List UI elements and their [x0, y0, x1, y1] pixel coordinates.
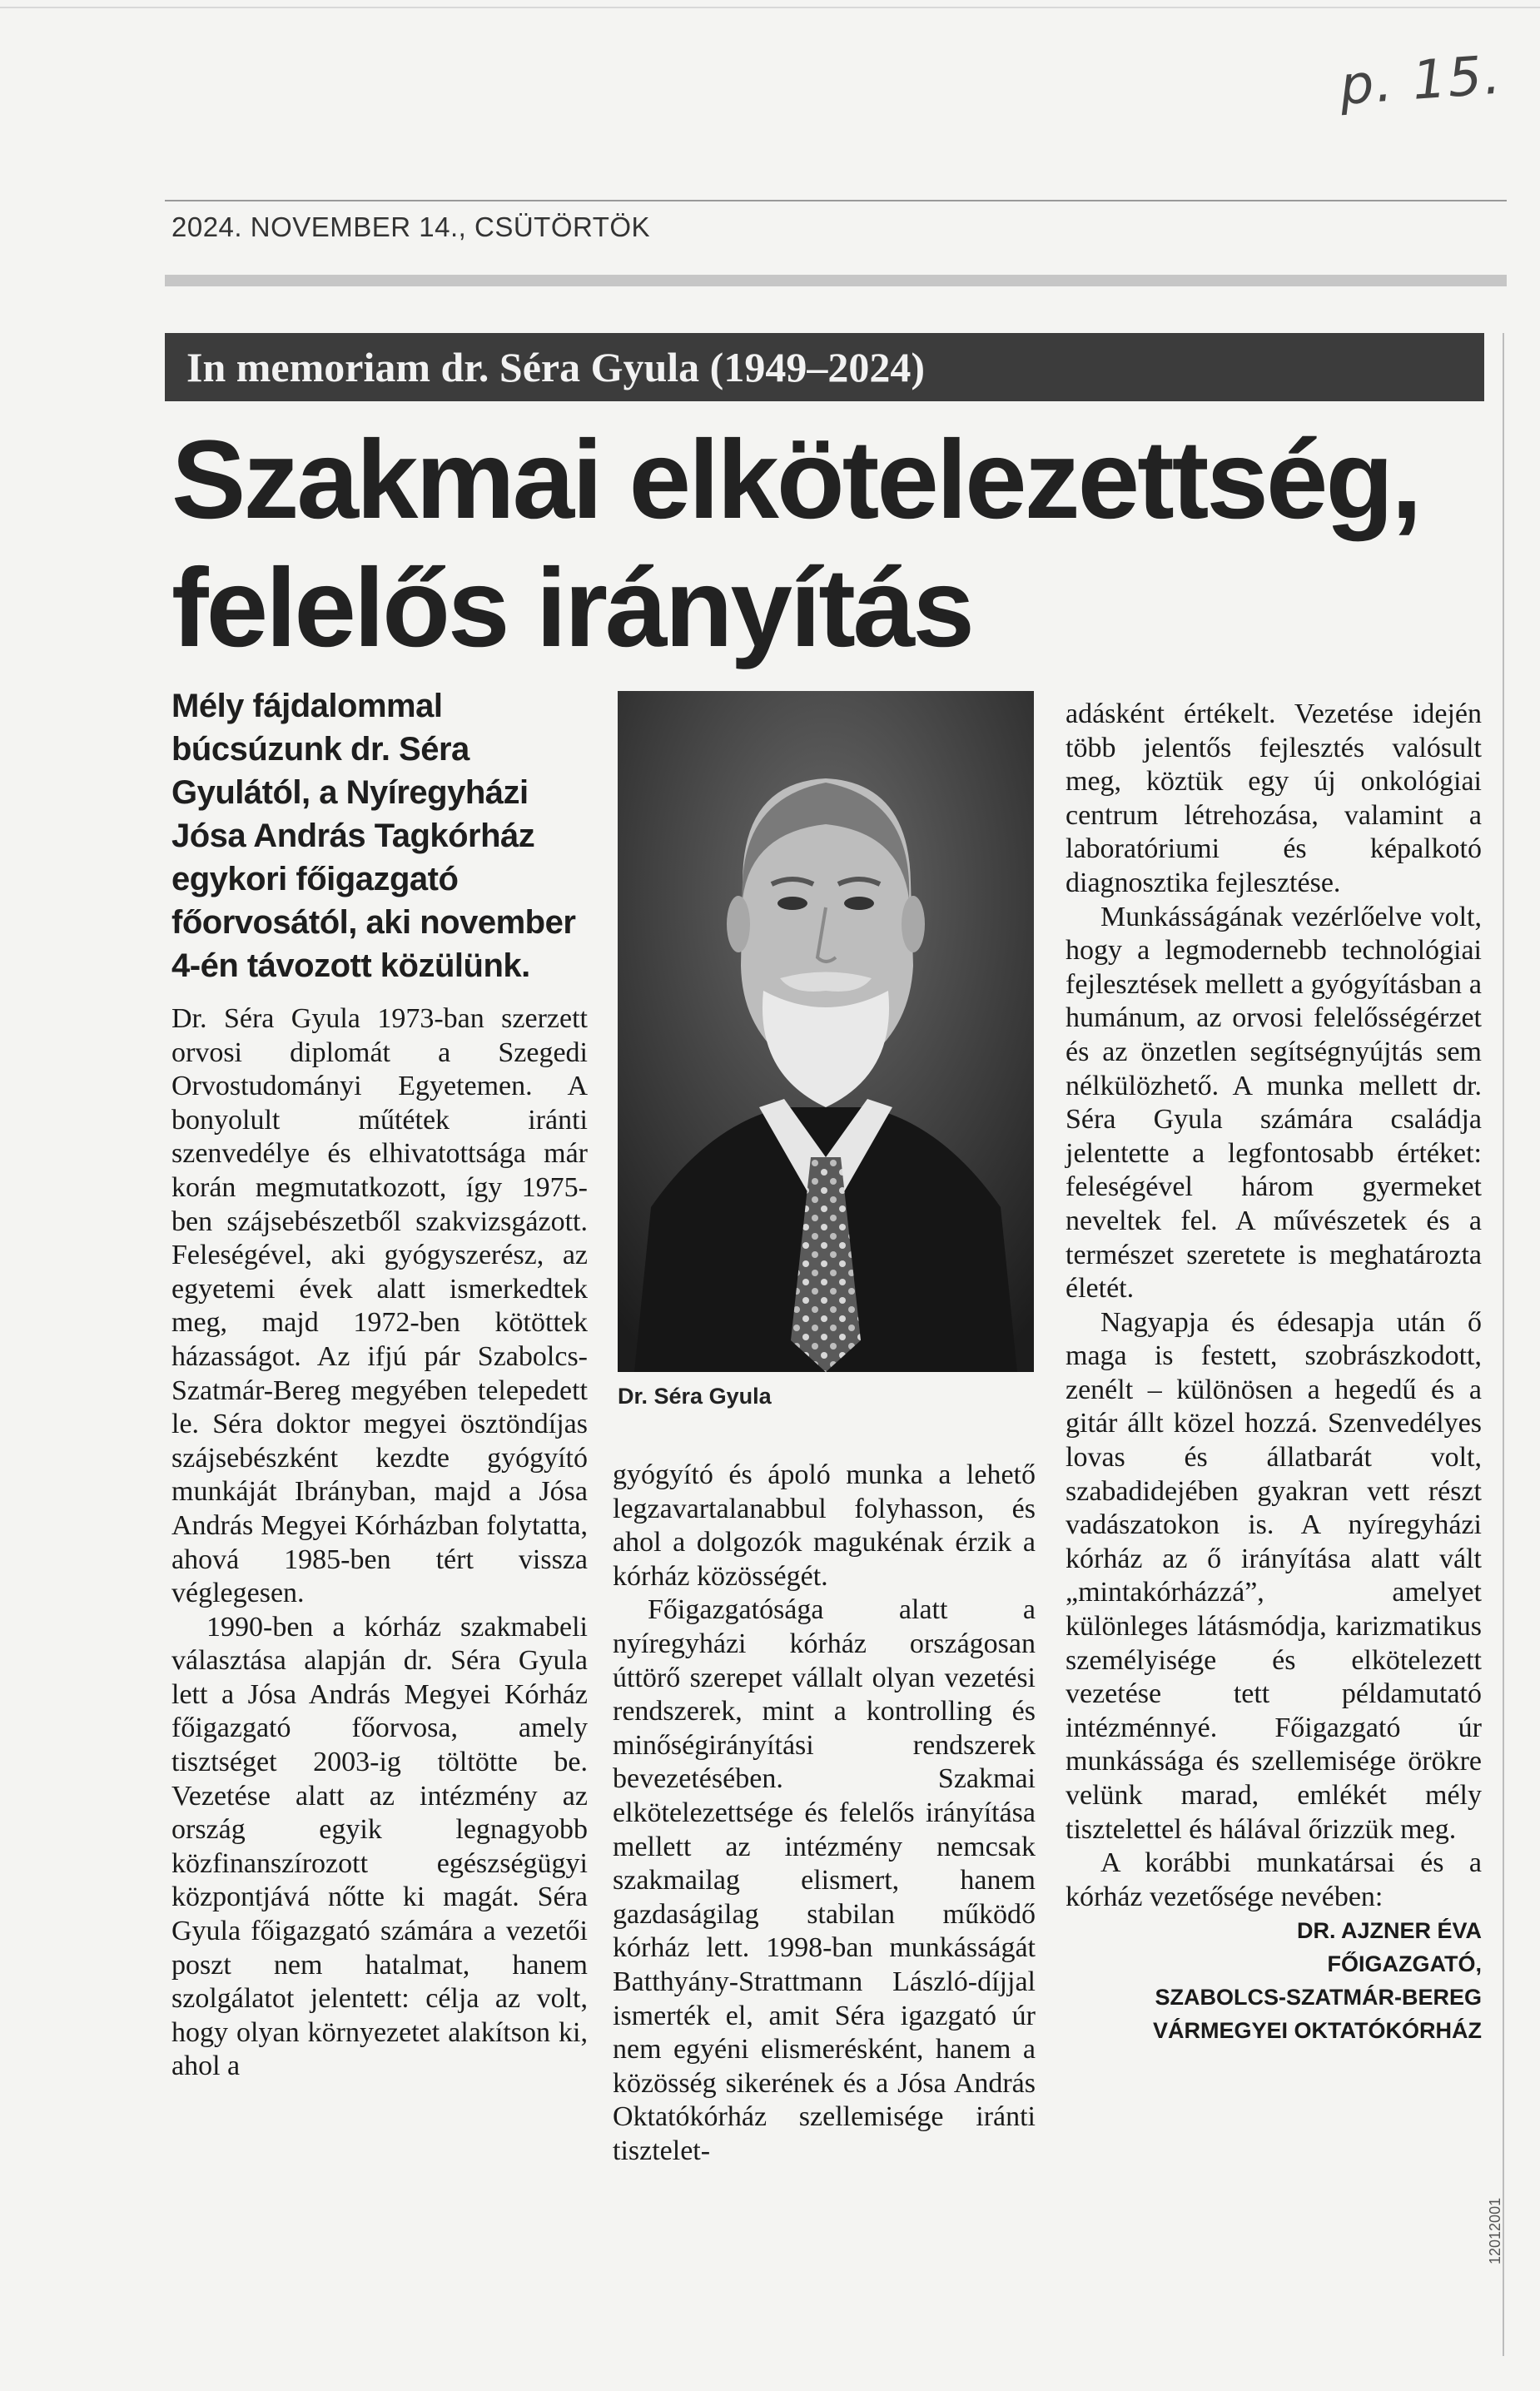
section-divider-bar: [165, 275, 1507, 286]
portrait-illustration: [618, 691, 1034, 1372]
photo-caption: Dr. Séra Gyula: [618, 1384, 772, 1409]
paragraph: Dr. Séra Gyula 1973-ban szerzett orvosi diplomát a Szegedi Orvostudományi Egyetemen. A bonyolult műtétek iránti szenvedélye és elhivatottsága már korán megmutatkozott, így 1975-ben szájsebészetből szakvizsgázott. Feleségével, aki gyógyszerész, az egyetemi évek alatt ismerkedtek meg, majd 1972-ben kötöttek házasságot. Az ifjú pár Szabolcs-Szatmár-Bereg megyében telepedett le. Séra doktor megyei ösztöndíjas szájsebészként kezdte gyógyító munkáját Ibrányban, majd a Jósa András Megyei Kórházban folytatta, ahová 1985-ben tért vissza véglegesen.: [171, 1003, 588, 1609]
column-right-body: [1066, 698, 1482, 1914]
article-lead: Mély fájdalommal búcsúzunk dr. Séra Gyulától, a Nyíregyházi Jósa András Tagkórház egykori főigazgató főorvosától, aki november 4-én távozott közülünk.: [171, 688, 576, 984]
side-print-code: 12012001: [1487, 2197, 1503, 2264]
column-middle: [613, 1459, 1036, 2168]
memoriam-banner: In memoriam dr. Séra Gyula (1949–2024): [165, 333, 1484, 401]
page-top-edge: [0, 7, 1540, 8]
header-rule: [165, 200, 1507, 201]
column-left: [171, 684, 588, 2084]
paragraph: A korábbi munkatársai és a kórház vezetősége nevében:: [1066, 1847, 1482, 1912]
signature-title: FŐIGAZGATÓ,: [1327, 1951, 1482, 1977]
article-headline: [171, 416, 1512, 673]
portrait-photo: [618, 691, 1034, 1372]
paragraph: Főigazgatósága alatt a nyíregyházi kórház országosan úttörő szerepet vállalt olyan vezetési rendszerek, mint a kontrolling és minőségirányítási rendszerek bevezetésében. Szakmai elkötelezettsége és felelős irányítása mellett az intézmény nemcsak szakmailag elismert, hanem gazdaságilag stabilan működő kórház lett. 1998-ban munkásságát Batthyány-Strattmann László-díjjal ismerték el, amit Séra igazgató úr nem egyéni elismerésként, hanem a közösség sikerének és a Jósa András Oktatókórház szellemisége iránti tisztelet-: [613, 1594, 1036, 2166]
signature-institution-line-1: SZABOLCS-SZATMÁR-BEREG: [1155, 1985, 1482, 2011]
column-left-body: [171, 1002, 588, 2084]
paragraph: adásként értékelt. Vezetése idején több jelentős fejlesztés valósult meg, köztük egy új onkológiai centrum létrehozása, valamint a laboratóriumi és képalkotó diagnosztika fejlesztése.: [1066, 698, 1482, 898]
signature-name: DR. AJZNER ÉVA: [1296, 1918, 1482, 1944]
column-side-rule: [1503, 333, 1504, 2356]
handwritten-page-note: p. 15.: [1338, 44, 1504, 117]
issue-date: 2024. NOVEMBER 14., CSÜTÖRTÖK: [171, 211, 651, 242]
headline-line-2: felelős irányítás: [171, 546, 972, 670]
signature-institution-line-2: VÁRMEGYEI OKTATÓKÓRHÁZ: [1153, 2018, 1482, 2044]
paragraph: gyógyító és ápoló munka a lehető legzavartalanabbul folyhasson, és ahol a dolgozók magukénak érzik a kórház közösségét.: [613, 1459, 1036, 1592]
signature-block: [1066, 1914, 1482, 2047]
paragraph: Nagyapja és édesapja után ő maga is festett, szobrászkodott, zenélt – különösen a hegedű és a gitár állt közel hozzá. Szenvedélyes lovas és állatbarát volt, szabadidejében gyakran vett részt vadászatokon is. A nyíregyházi kórház az ő irányítása alatt vált „mintakórházzá”, amelyet különleges látásmódja, karizmatikus személyisége és elkötelezett vezetése tett példamutató intézménnyé. Főigazgató úr munkássága és szellemisége örökre velünk marad, emlékét mély tisztelettel és hálával őrizzük meg.: [1066, 1306, 1482, 1845]
headline-line-1: Szakmai elkötelezettség,: [171, 418, 1420, 542]
column-right: [1066, 698, 1482, 2047]
column-middle-body: [613, 1459, 1036, 2168]
paragraph: 1990-ben a kórház szakmabeli választása alapján dr. Séra Gyula lett a Jósa András Megyei Kórház főigazgató főorvosa, amely tisztséget 2003-ig töltötte be. Vezetése alatt az intézmény az ország egyik legnagyobb közfinanszírozott egészségügyi központjává nőtte ki magát. Séra Gyula főigazgató számára a vezetői poszt nem hatalmat, hanem szolgálatot jelentett: célja az volt, hogy olyan környezetet alakítson ki, ahol a: [171, 1611, 588, 2082]
paragraph: Munkásságának vezérlőelve volt, hogy a legmodernebb technológiai fejlesztések mellett a gyógyításban a humánum, az orvosi felelősségérzet és az önzetlen segítségnyújtás sem nélkülözhető. A munka mellett dr. Séra Gyula számára családja jelentette a legfontosabb értéket: feleségével három gyermeket neveltek fel. A művészetek és a természet szeretete is meghatározta életét.: [1066, 901, 1482, 1305]
